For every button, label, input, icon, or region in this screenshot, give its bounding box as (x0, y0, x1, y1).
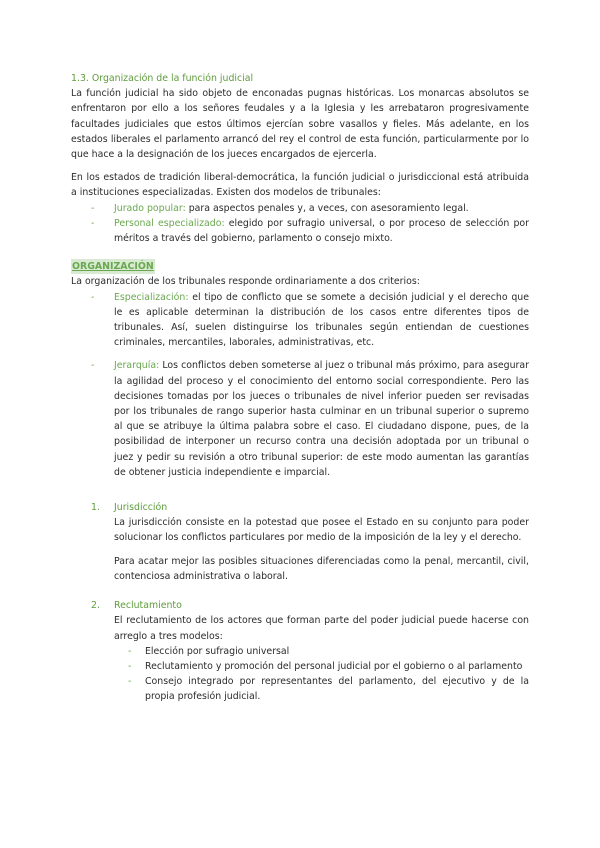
jurisdiccion-paragraph-2: Para acatar mejor las posibles situaciones diferenciadas como la penal, mercantil, civil, contenciosa administrativa o laboral. (114, 555, 529, 582)
reclutamiento-heading (71, 598, 529, 613)
list-item (71, 659, 529, 674)
dash-marker: - (91, 202, 95, 214)
dash-marker: - (91, 360, 95, 372)
jurisdiccion-paragraph: La jurisdicción consiste en la potestad que posee el Estado en su conjunto para poder solucionar los conflictos particulares por medio de la imposición de la ley y el derecho. (114, 517, 529, 544)
model-label: Jurado popular: (114, 202, 186, 214)
document-content (71, 71, 529, 705)
dash-marker: - (128, 645, 132, 657)
section-title: 1.3. Organización de la función judicial (71, 73, 254, 84)
reclutamiento-intro: El reclutamiento de los actores que forman parte del poder judicial puede hacerse con arreglo a tres modelos: (114, 615, 529, 642)
organizacion-title: ORGANIZACIÓN (71, 259, 155, 274)
model-text: para aspectos penales y, a veces, con asesoramiento legal. (185, 202, 469, 214)
reclutamiento-title: Reclutamiento (114, 600, 182, 612)
dash-marker: - (91, 217, 95, 229)
organizacion-intro: La organización de los tribunales responde ordinariamente a dos criterios: (71, 276, 420, 288)
models-paragraph: En los estados de tradición liberal-democrática, la función judicial o jurisdiccional está atribuida a instituciones especializadas. Existen dos modelos de tribunales: (71, 172, 529, 199)
item-text: Consejo integrado por representantes del parlamento, del ejecutivo y de la propia profesión judicial. (145, 676, 529, 703)
dash-marker: - (128, 660, 132, 672)
section-number: 1. (91, 502, 100, 514)
criteria-list (71, 290, 529, 480)
list-item (71, 290, 529, 351)
list-item (71, 358, 529, 480)
list-item (71, 216, 529, 246)
reclutamiento-list (71, 644, 529, 705)
item-text: Reclutamiento y promoción del personal judicial por el gobierno o al parlamento (145, 660, 523, 672)
model-text: elegido por sufragio universal, o por proceso de selección por méritos a través del gobierno, parlamento o consejo mixto. (114, 217, 529, 245)
list-item (71, 674, 529, 704)
dash-marker: - (91, 291, 95, 303)
models-list (71, 201, 529, 247)
dash-marker: - (128, 676, 132, 688)
intro-paragraph: La función judicial ha sido objeto de enconadas pugnas históricas. Los monarcas absolutos se enfrentaron por ello a los señores feudales y a la Iglesia y les arrebataron progresivamente facultades judiciales que estos últimos ejercían sobre vasallos y fieles. Más adelante, en los estados liberales el parlamento arrancó del rey el control de esta función, particularmente por lo que hace a la designación de los jueces encargados de ejercerla. (71, 88, 529, 161)
jurisdiccion-heading (71, 500, 529, 515)
jurisdiccion-title: Jurisdicción (114, 502, 168, 514)
model-label: Personal especializado: (114, 217, 225, 229)
item-text: Elección por sufragio universal (145, 645, 290, 657)
list-item (71, 644, 529, 659)
criterion-text: Los conflictos deben someterse al juez o tribunal más próximo, para asegurar la agilidad del proceso y el conocimiento del entorno social correspondiente. Pero las decisiones tomadas por los jueces o tribunales de nivel inferior pueden ser revisadas por los tribunales de rango superior hasta culminar en un tribunal superior o supremo al que se atribuye la última palabra sobre el caso. El ciudadano dispone, pues, de la posibilidad de interponer un recurso contra una decisión adoptada por un tribunal o juez y pedir su revisión a otro tribunal superior: de este modo aumentan las garantías de obtener justicia independiente e imparcial. (114, 360, 529, 478)
criterion-label: Jerarquía: (114, 360, 160, 372)
criterion-label: Especialización: (114, 291, 189, 303)
list-item (71, 201, 529, 216)
section-number: 2. (91, 600, 100, 612)
criterion-text: el tipo de conflicto que se somete a decisión judicial y el derecho que le es aplicable determinan la distribución de los casos entre diferentes tipos de tribunales. Así, suelen distinguirse los tribunales según entiendan de cuestiones criminales, mercantiles, laborales, administrativas, etc. (114, 291, 529, 349)
